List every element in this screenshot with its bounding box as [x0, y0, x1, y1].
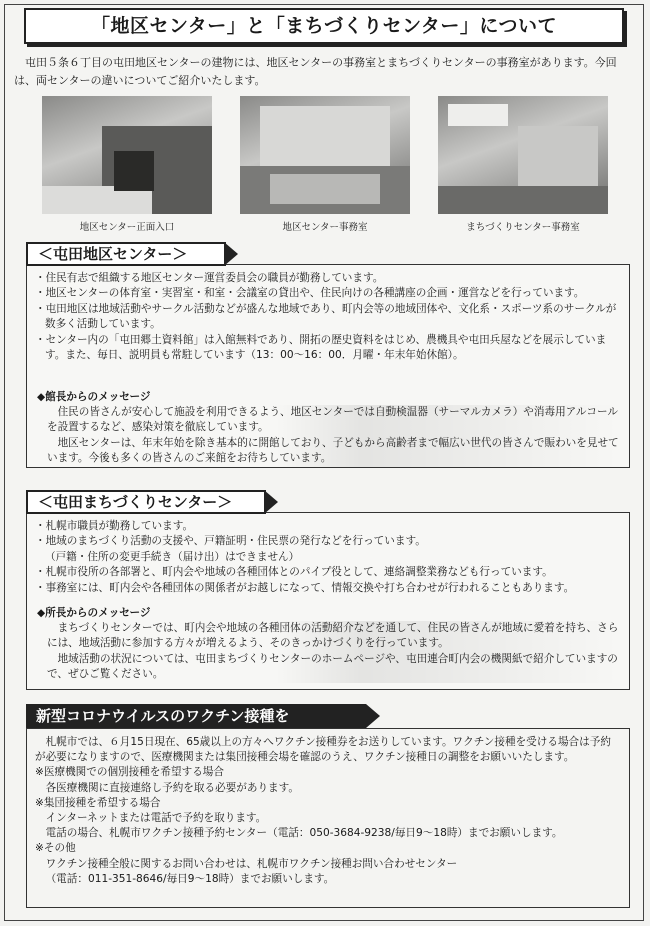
section-vaccine [26, 728, 630, 908]
message-body [47, 621, 619, 683]
message-paragraph: 住民の皆さんが安心して施設を利用できるよう、地区センターでは自動検温器（サーマルカメラ）や消毒用アルコールを設置するなど、感染対策を徹底しています。 [47, 406, 618, 434]
message-paragraph: 地区センターは、年末年始を除き基本的に開館しており、子どもから高齢者まで幅広い世代の皆さんで賑わいを見せています。今後も多くの皆さんのご来館をお待ちしています。 [47, 436, 619, 465]
message-heading: ◆所長からのメッセージ [37, 607, 151, 619]
vaccine-text [35, 735, 621, 887]
section-heading-chiku: ＜屯田地区センター＞ [26, 242, 226, 266]
vaccine-item-line: 各医療機関に直接連絡し予約を取る必要があります。 [45, 781, 299, 794]
bullet-item: （戸籍・住所の変更手続き（届け出）はできません） [45, 550, 300, 563]
message-paragraph: まちづくりセンターでは、町内会や地域の各種団体の活動紹介などを通して、住民の皆さんが地域に愛着を持ち、さらには、地域活動に参加する方々が増えるよう、そのきっかけづくりを行っています。 [47, 622, 619, 650]
bullet-item: ・事務室には、町内会や各種団体の関係者がお越しになって、情報交換や打ち合わせが行われることもあります。 [35, 581, 575, 594]
message-body [47, 405, 619, 467]
bullet-item: ・屯田地区は地域活動やサークル活動などが盛んな地域であり、町内会等の地域団体や、文化系・スポーツ系のサークルが数多く活動しています。 [35, 302, 617, 331]
page-title: 「地区センター」と「まちづくりセンター」について [24, 8, 624, 44]
vaccine-item-line: （電話：011-351-8646/毎日9～18時）までお願いします。 [45, 872, 335, 885]
section-machi [26, 512, 630, 690]
vaccine-lead: 札幌市では、６月15日現在、65歳以上の方々へワクチン接種券をお送りしています。ワクチン接種を受ける場合は予約が必要になりますので、医療機関または集団接種会場を確認のうえ、ワクチン接種日の調整をお願いいたします。 [35, 736, 611, 764]
vaccine-item-head: ※その他 [35, 842, 76, 855]
bullet-item: ・札幌市職員が勤務しています。 [35, 520, 194, 532]
vaccine-item-line: インターネットまたは電話で予約を取ります。 [45, 812, 267, 825]
intro-paragraph: 屯田５条６丁目の屯田地区センターの建物には、地区センターの事務室とまちづくりセンターの事務室があります。今回は、両センターの違いについてご紹介いたします。 [14, 56, 617, 87]
photo-caption: まちづくりセンター事務室 [466, 222, 580, 233]
vaccine-item-line: ワクチン接種全般に関するお問い合わせは、札幌市ワクチン接種お問い合わせセンター [45, 857, 458, 870]
bullet-item: ・札幌市役所の各部署と、町内会や地域の各種団体とのパイプ役として、連絡調整業務なども行っています。 [35, 566, 553, 579]
vaccine-item-line: 電話の場合、札幌市ワクチン接種予約センター（電話：050-3684-9238/毎日9～18時）までお願いします。 [45, 827, 563, 840]
message-heading: ◆館長からのメッセージ [37, 391, 151, 403]
section-heading-machi: ＜屯田まちづくりセンター＞ [26, 490, 266, 514]
bullet-list [35, 519, 621, 596]
bullet-item: ・地区センターの体育室・実習室・和室・会議室の貸出や、住民向けの各種講座の企画・運営などを行っています。 [35, 287, 585, 300]
vaccine-item-head: ※医療機関での個別接種を希望する場合 [35, 766, 224, 779]
photo-entrance [42, 96, 212, 214]
bullet-item: ・センター内の「屯田郷土資料館」は入館無料であり、開拓の歴史資料をはじめ、農機具や屯田兵屋などを展示しています。また、毎日、説明員も常駐しています（13：00～16：00．月曜・年末年始休館）。 [35, 333, 607, 362]
photo-caption: 地区センター事務室 [282, 222, 368, 233]
bullet-list [35, 271, 621, 363]
bullet-item: ・地域のまちづくり活動の支援や、戸籍証明・住民票の発行などを行っています。 [35, 535, 426, 548]
vaccine-item-head: ※集団接種を希望する場合 [35, 796, 161, 809]
photo-chiku-office [240, 96, 410, 214]
section-chiku [26, 264, 630, 468]
bullet-item: ・住民有志で組織する地区センター運営委員会の職員が勤務しています。 [35, 272, 384, 284]
photo-caption: 地区センター正面入口 [79, 222, 175, 233]
section-heading-vaccine: 新型コロナウイルスのワクチン接種を [26, 704, 366, 728]
message-paragraph: 地域活動の状況については、屯田まちづくりセンターのホームページや、屯田連合町内会の機関紙で紹介していますので、ぜひご覧ください。 [47, 652, 618, 681]
photo-machi-office [438, 96, 608, 214]
